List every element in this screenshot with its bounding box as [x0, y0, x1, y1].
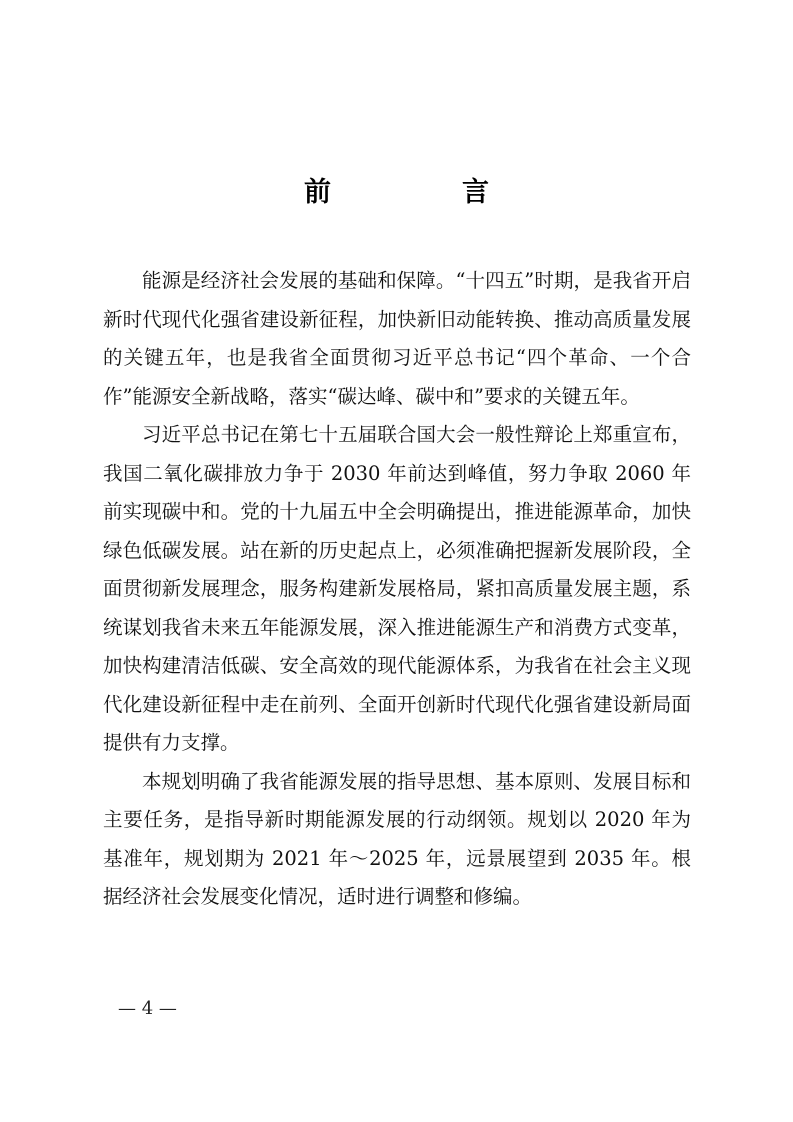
paragraph-3: 本规划明确了我省能源发展的指导思想、基本原则、发展目标和主要任务，是指导新时期能源发展的行动纲领。规划以 2020 年为基准年，规划期为 2021 年～2025 年，远景展望到 2035 年。根据经济社会发展变化情况，适时进行调整和修编。 [103, 769, 691, 908]
document-body [103, 262, 691, 917]
page-number: — 4 — [118, 998, 177, 1019]
paragraph-1: 能源是经济社会发展的基础和保障。“十四五”时期，是我省开启新时代现代化强省建设新征程，加快新旧动能转换、推动高质量发展的关键五年，也是我省全面贯彻习近平总书记“四个革命、一个合作”能源安全新战略，落实“碳达峰、碳中和”要求的关键五年。 [103, 269, 691, 408]
page-title: 前 言 [304, 177, 541, 208]
paragraph-2: 习近平总书记在第七十五届联合国大会一般性辩论上郑重宣布，我国二氧化碳排放力争于 2030 年前达到峰值，努力争取 2060 年前实现碳中和。党的十九届五中全会明确提出，推进能源革命，加快绿色低碳发展。站在新的历史起点上，必须准确把握新发展阶段，全面贯彻新发展理念，服务构建新发展格局，紧扣高质量发展主题，系统谋划我省未来五年能源发展，深入推进能源生产和消费方式变革，加快构建清洁低碳、安全高效的现代能源体系，为我省在社会主义现代化建设新征程中走在前列、全面开创新时代现代化强省建设新局面提供有力支撑。 [103, 423, 691, 754]
